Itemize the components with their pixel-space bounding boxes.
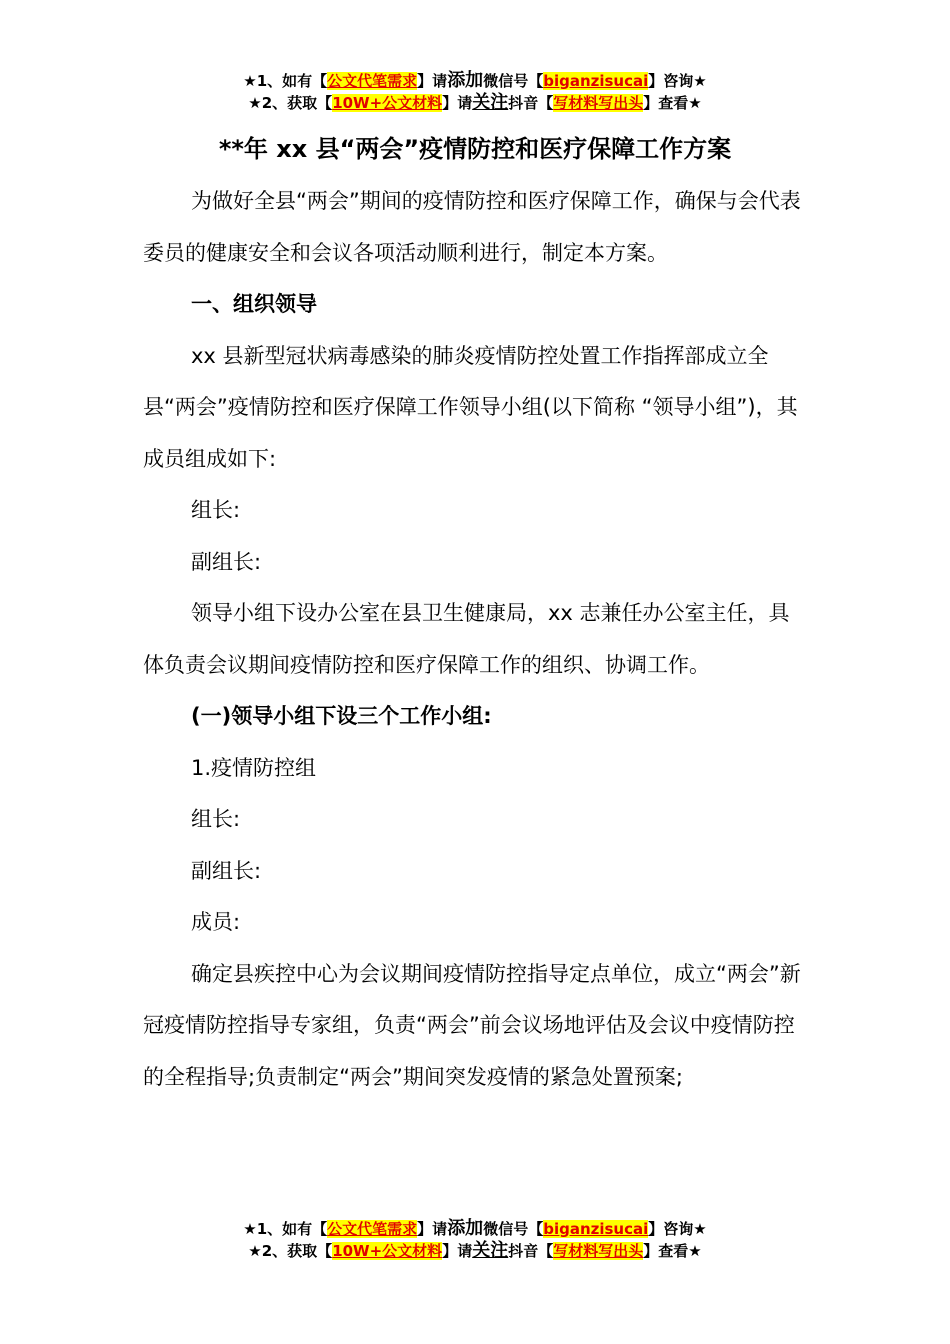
paragraph: 领导小组下设办公室在县卫生健康局，xx 志兼任办公室主任，具体负责会议期间疫情防控和医疗保障工作的组织、协调工作。 bbox=[143, 601, 790, 677]
banner-emphasis: 添加 bbox=[447, 1218, 484, 1239]
banner-emphasis: 添加 bbox=[447, 70, 484, 91]
banner-text: 】咨询★ bbox=[648, 72, 707, 90]
paragraph: xx 县新型冠状病毒感染的肺炎疫情防控处置工作指挥部成立全县“两会”疫情防控和医疗保障工作领导小组(以下简称 “领导小组”)，其成员组成如下: bbox=[143, 343, 798, 471]
paragraph-intro: 为做好全县“两会”期间的疫情防控和医疗保障工作，确保与会代表委员的健康安全和会议各项活动顺利进行，制定本方案。 bbox=[143, 189, 801, 265]
subsection-heading: (一)领导小组下设三个工作小组: bbox=[191, 704, 492, 728]
banner-highlight: 写材料写出头 bbox=[553, 94, 644, 112]
banner-text: 】请 bbox=[417, 1220, 448, 1238]
banner-text: ★2、获取【 bbox=[248, 94, 333, 112]
banner-text: 微信号【 bbox=[483, 1220, 544, 1238]
header-banner bbox=[0, 70, 950, 114]
banner-highlight: 公文代笔需求 bbox=[327, 72, 418, 90]
banner-text: ★1、如有【 bbox=[243, 72, 328, 90]
paragraph: 组长: bbox=[191, 807, 241, 831]
banner-text: 抖音【 bbox=[508, 1242, 554, 1260]
banner-text: 抖音【 bbox=[508, 94, 554, 112]
footer-banner bbox=[0, 1218, 950, 1262]
banner-text: 】请 bbox=[417, 72, 448, 90]
banner-text: 】查看★ bbox=[643, 94, 702, 112]
banner-text: ★1、如有【 bbox=[243, 1220, 328, 1238]
paragraph: 组长: bbox=[191, 498, 241, 522]
banner-line-2 bbox=[0, 1240, 950, 1262]
banner-highlight: 10W+公文材料 bbox=[332, 94, 443, 112]
banner-highlight: biganzisucai bbox=[543, 1220, 649, 1238]
banner-line-1 bbox=[0, 70, 950, 92]
banner-text: 微信号【 bbox=[483, 72, 544, 90]
document-title: **年 xx 县“两会”疫情防控和医疗保障工作方案 bbox=[218, 135, 732, 163]
paragraph: 确定县疾控中心为会议期间疫情防控指导定点单位，成立“两会”新冠疫情防控指导专家组，负责“两会”前会议场地评估及会议中疫情防控的全程指导;负责制定“两会”期间突发疫情的紧急处置预案; bbox=[143, 961, 801, 1089]
banner-text: 】请 bbox=[442, 1242, 473, 1260]
banner-text: ★2、获取【 bbox=[248, 1242, 333, 1260]
banner-line-2 bbox=[0, 92, 950, 114]
section-heading: 一、组织领导 bbox=[191, 292, 317, 316]
banner-text: 】查看★ bbox=[643, 1242, 702, 1260]
banner-highlight: biganzisucai bbox=[543, 72, 649, 90]
paragraph: 1.疫情防控组 bbox=[191, 755, 317, 780]
banner-line-1 bbox=[0, 1218, 950, 1240]
banner-highlight: 10W+公文材料 bbox=[332, 1242, 443, 1260]
banner-text: 】请 bbox=[442, 94, 473, 112]
paragraph: 副组长: bbox=[191, 549, 262, 574]
document-body bbox=[143, 176, 808, 1103]
paragraph: 成员: bbox=[191, 910, 241, 934]
paragraph: 副组长: bbox=[191, 858, 262, 883]
banner-emphasis: 关注 bbox=[472, 1240, 509, 1261]
banner-emphasis: 关注 bbox=[472, 92, 509, 113]
banner-highlight: 写材料写出头 bbox=[553, 1242, 644, 1260]
banner-text: 】咨询★ bbox=[648, 1220, 707, 1238]
banner-highlight: 公文代笔需求 bbox=[327, 1220, 418, 1238]
